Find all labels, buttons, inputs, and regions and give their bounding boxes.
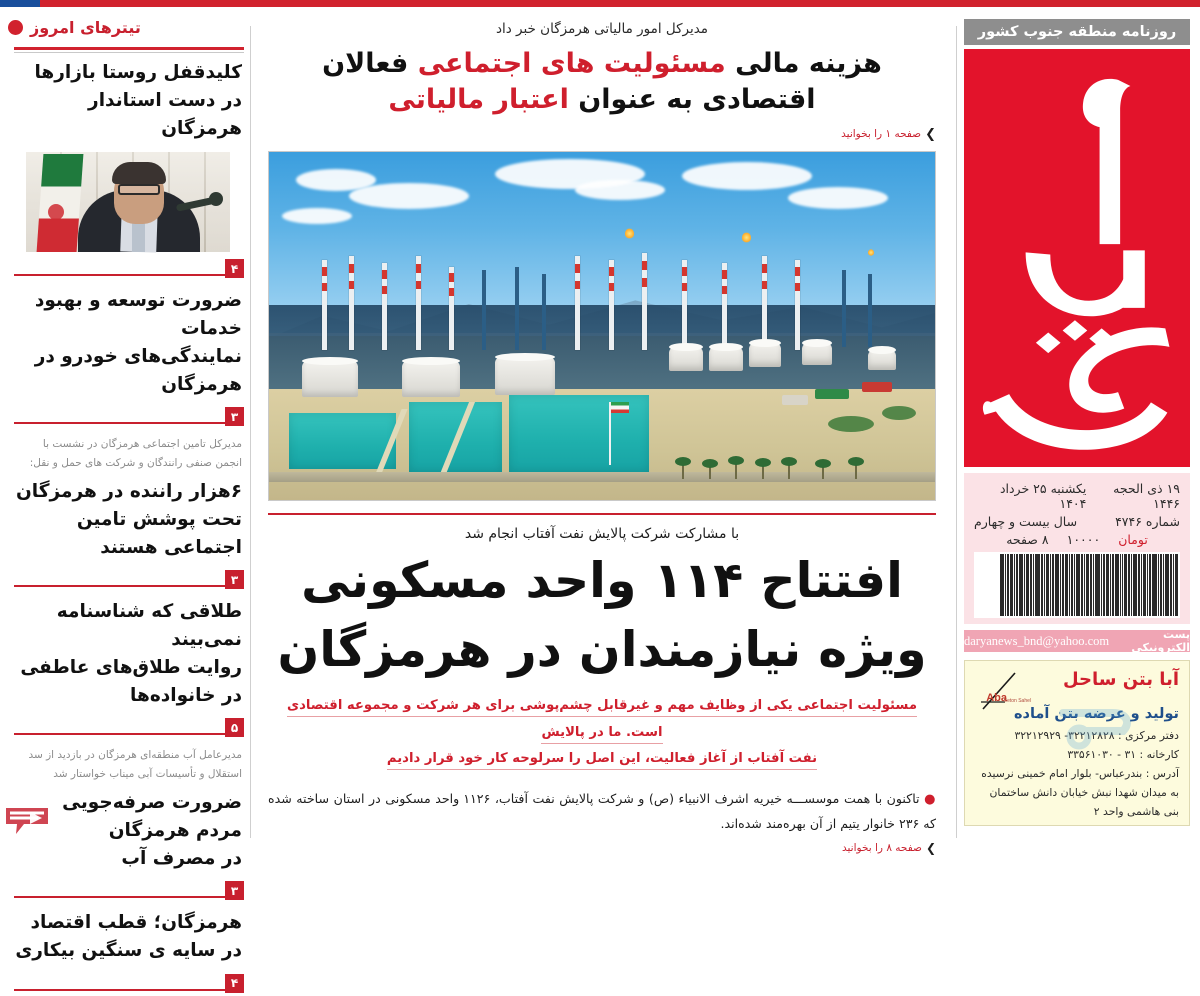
water-pool <box>289 413 396 469</box>
sidebar-item-0-page-badge: ۴ <box>225 259 244 278</box>
sidebar-item-5[interactable] <box>0 903 252 967</box>
sidebar-header-label: تیترهای امروز <box>30 17 141 37</box>
sidebar-item-2[interactable] <box>0 429 252 563</box>
main-story-kicker: با مشارکت شرکت پالایش نفت آفتاب انجام شد <box>464 525 740 542</box>
sidebar-item-4-pagenum-row <box>14 881 244 903</box>
sidebar-item-1-title-line-1: ضرورت توسعه و بهبود خدمات <box>34 290 242 339</box>
masthead-column <box>952 7 1200 844</box>
sidebar-item-2-pagenum-row <box>14 570 244 592</box>
sidebar-item-5-title-line-1: هرمزگان؛ قطب اقتصاد <box>30 912 242 934</box>
main-story-headline-line-1[interactable]: افتتاح ۱۱۴ واحد مسکونی <box>301 551 903 609</box>
sidebar-item-0-title-line-2: در دست استاندار هرمزگان <box>88 89 242 139</box>
sidebar-header <box>0 7 252 47</box>
masthead-banner-text: روزنامه منطقه جنوب کشور <box>977 24 1177 40</box>
main-story-headline-line-2[interactable]: ویژه نیازمندان در هرمزگان <box>277 620 927 678</box>
sidebar-item-4-kicker: مدیرعامل آب منطقه‌ای هرمزگان در بازدید از سد استقلال و تأسیسات آبی میناب خواستار شد <box>28 749 242 780</box>
advertisement[interactable] <box>964 660 1190 826</box>
sidebar-item-5-pagenum-row <box>14 974 244 996</box>
ad-title: آبا بتن ساحل <box>1062 669 1179 690</box>
main-story-read-more-label: صفحه ۸ را بخوانید <box>842 841 922 854</box>
sidebar-item-1[interactable] <box>0 281 252 400</box>
info-hijri-date: ۱۹ ذی الحجه ۱۴۴۶ <box>1113 481 1180 511</box>
sidebar-item-3-title-line-1: طلاقی که شناسنامه نمی‌بیند <box>56 601 242 650</box>
masthead-logo[interactable] <box>964 49 1190 467</box>
ad-line-0: دفتر مرکزی : ۳۲۲۱۲۸۲۸- ۳۲۲۱۲۹۲۹ <box>1014 729 1179 742</box>
top-story-headline-part-0: هزینه مالی <box>725 48 882 79</box>
top-story-read-more-label: صفحه ۱ را بخوانید <box>841 128 922 141</box>
sidebar-item-3-page-badge: ۵ <box>225 718 244 737</box>
info-year-issue-line <box>974 514 1180 529</box>
info-solar-date: یکشنبه ۲۵ خرداد ۱۴۰۴ <box>999 481 1087 511</box>
sidebar-item-1-title-line-2: نمایندگی‌های خودرو در هرمزگان <box>34 345 242 395</box>
sidebar-item-2-title-line-1: ۶هزار راننده در هرمزگان <box>16 481 242 502</box>
watermark-icon <box>1057 703 1143 751</box>
sidebar-item-0-title-line-1: کلیدقفل روستا بازارها <box>34 62 242 83</box>
sidebar-item-1-page-badge: ۳ <box>225 407 244 426</box>
chevron-left-icon: ❯ <box>925 126 936 142</box>
main-content-column <box>252 7 952 855</box>
ad-subtitle: تولید و عرضه بتن آماده <box>1013 706 1179 722</box>
sidebar-item-5-title-line-2: در سایه ی سنگین بیکاری <box>15 940 242 961</box>
sidebar-item-3-pagenum-row <box>14 718 244 740</box>
sidebar-item-0-pagenum-row <box>14 259 244 281</box>
glasses-icon <box>118 184 160 195</box>
sidebar-item-2-kicker: مدیرکل تامین اجتماعی هرمزگان در نشست با انجمن صنفی رانندگان و شرکت های حمل و نقل: <box>29 438 242 469</box>
main-story-lead <box>268 693 936 772</box>
sidebar-item-5-page-badge: ۴ <box>225 974 244 993</box>
email-label: پست الکترونیکی <box>1131 628 1190 654</box>
ad-line-4: بنی هاشمی واحد ۲ <box>1093 804 1179 818</box>
refinery-photo <box>268 151 936 501</box>
sidebar-item-2-page-badge: ۳ <box>225 570 244 589</box>
info-year: سال بیست و چهارم <box>974 514 1078 529</box>
top-story-headline-part-1: مسئولیت های اجتماعی <box>417 48 726 79</box>
ad-line-2: آدرس : بندرعباس- بلوار امام خمینی نرسیده <box>981 766 1179 780</box>
email-address: daryanews_bnd@yahoo.com <box>964 633 1110 648</box>
sidebar-item-4-page-badge: ۳ <box>225 881 244 900</box>
governor-photo <box>26 152 230 252</box>
main-story-lead-line-2: نفت آفتاب از آغاز فعالیت، این اصل را سرلوحه کار خود قرار دادیم <box>387 751 817 770</box>
issue-info-box <box>964 473 1190 624</box>
info-price-line <box>974 532 1180 547</box>
barcode <box>974 552 1180 618</box>
photo-bottom-rule <box>268 513 936 515</box>
top-story-headline-part-2: فعالان اقتصادی به عنوان <box>322 48 816 116</box>
main-story-body-text: تاکنون با همت موسســـه خیریه اشرف الانبیاء (ص) و شرکت پالایش نفت آفتاب، ۱۱۲۶ واحد مسکونی در استان ساخته شده که ۲۳۶ خانوار یتیم از آن بهره‌مند شده‌اند. <box>268 790 936 831</box>
speech-bubble-icon <box>4 806 60 836</box>
sidebar-header-rule <box>14 47 244 50</box>
masthead-banner <box>964 19 1190 45</box>
aba-beton-logo <box>975 669 1063 713</box>
ad-line-3: به میدان شهدا نبش خیابان دانش ساختمان <box>989 785 1179 799</box>
top-story-headline-part-3: اعتبار مالیاتی <box>388 84 569 116</box>
sidebar-item-3-title-line-2: روایت طلاق‌های عاطفی در خانواده‌ها <box>20 656 242 706</box>
top-story-headline[interactable] <box>268 46 936 119</box>
main-story-read-more[interactable] <box>268 841 936 855</box>
sidebar-item-4-title-line-1: ضرورت صرفه‌جویی مردم هرمزگان <box>62 792 242 841</box>
ad-line-1: کارخانه : ۳۱ - ۳۳۵۶۱۰۳۰ <box>1067 747 1179 761</box>
info-currency: تومان <box>1118 532 1148 547</box>
top-story-kicker: مدیرکل امور مالیاتی هرمزگان خبر داد <box>495 21 709 37</box>
sidebar-today-headlines <box>0 7 252 991</box>
top-story-read-more[interactable] <box>268 127 936 142</box>
info-price: ۱۰۰۰۰ <box>1066 532 1101 547</box>
info-date-line <box>974 481 1180 511</box>
main-story-lead-line-1: مسئولیت اجتماعی یکی از وظایف مهم و غیرقابل چشم‌پوشی برای هر شرکت و مجموعه اقتصادی است. ما در پالایش <box>287 698 917 743</box>
email-bar[interactable] <box>964 630 1190 652</box>
sidebar-item-4-title-line-2: در مصرف آب <box>121 847 242 869</box>
sidebar-item-3[interactable] <box>0 592 252 711</box>
sidebar-item-1-pagenum-row <box>14 407 244 429</box>
main-story-body <box>268 787 936 837</box>
bullet-icon: ● <box>924 791 937 807</box>
info-pages: ۸ صفحه <box>1006 532 1049 547</box>
iranian-flag <box>37 154 84 252</box>
svg-text:Beton Sahel: Beton Sahel <box>1003 698 1031 704</box>
iran-flag-icon <box>611 402 629 413</box>
info-issue-number: شماره ۴۷۴۶ <box>1115 514 1180 529</box>
red-dot-icon <box>8 20 23 35</box>
svg-text:Aba: Aba <box>986 692 1007 704</box>
chevron-left-icon: ❯ <box>925 840 936 855</box>
top-red-rule <box>0 0 1200 7</box>
sidebar-item-2-title-line-2: تحت پوشش تامین اجتماعی هستند <box>76 508 242 558</box>
top-blue-accent <box>0 0 40 7</box>
sidebar-item-0[interactable] <box>0 53 252 144</box>
